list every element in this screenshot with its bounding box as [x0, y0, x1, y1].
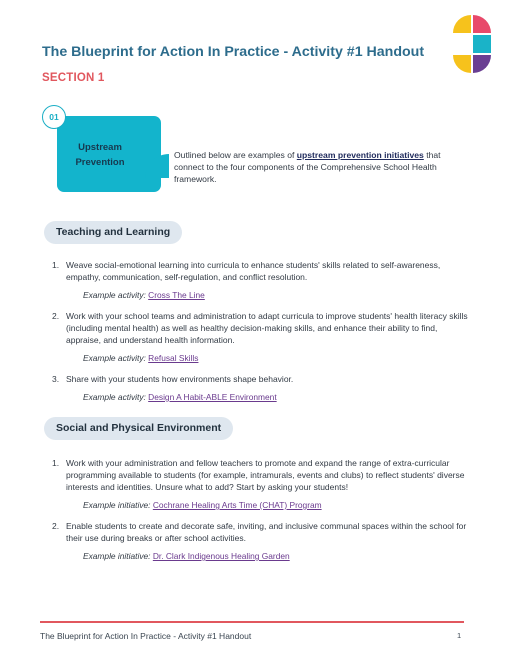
list-item-number: 1.: [52, 458, 60, 468]
upstream-prevention-link[interactable]: upstream prevention initiatives: [296, 150, 424, 160]
footer-divider: [40, 621, 464, 623]
example-link-healing-garden[interactable]: Dr. Clark Indigenous Healing Garden: [152, 551, 290, 561]
section-label: SECTION 1: [42, 72, 105, 84]
example-link-cross-the-line[interactable]: Cross The Line: [148, 290, 205, 300]
example-link-habit-able-environment[interactable]: Design A Habit-ABLE Environment: [148, 392, 277, 402]
example-label: Example activity:: [83, 353, 146, 363]
example-line: [66, 499, 470, 511]
list-item-text: Work with your school teams and administration to adapt curricula to improve students' health literacy skills (including mental health) as well as healthy decision-making skills, and enhance their ability to find, appraise, and understand health information.: [66, 311, 468, 345]
page-number: 1: [457, 631, 462, 640]
quarter-circle-shape: [145, 154, 169, 178]
list-item: [40, 457, 470, 511]
brand-logo: [451, 13, 495, 75]
social-physical-list: [40, 457, 470, 562]
list-item: [40, 259, 470, 301]
intro-text-after: that connect to the four components of the Comprehensive School Health framework.: [174, 150, 441, 184]
intro-paragraph: [174, 149, 464, 185]
section-heading-teaching-learning: Teaching and Learning: [44, 221, 182, 244]
document-title: The Blueprint for Action In Practice - Activity #1 Handout: [42, 44, 425, 60]
example-link-refusal-skills[interactable]: Refusal Skills: [148, 353, 199, 363]
intro-text-before: Outlined below are examples of: [174, 150, 297, 160]
list-item-number: 2.: [52, 521, 60, 531]
example-label: Example initiative:: [83, 551, 151, 561]
example-label: Example initiative:: [83, 500, 151, 510]
logo-yellow-bottom-shape: [453, 55, 471, 73]
step-title: Upstream Prevention: [75, 142, 125, 168]
logo-yellow-shape: [453, 15, 471, 33]
list-item-text: Work with your administration and fellow teachers to promote and expand the range of extra-curricular programming available to students (for example, intramurals, events and clubs) to reflect students' diverse interests and identities. Unsure what to add? Start by asking your students!: [66, 458, 465, 492]
logo-pink-shape: [473, 15, 491, 33]
footer-text: The Blueprint for Action In Practice - Activity #1 Handout: [40, 631, 252, 641]
list-item-number: 3.: [52, 374, 60, 384]
list-item-text: Enable students to create and decorate safe, inviting, and inclusive communal spaces within the school for their use during breaks or after school activities.: [66, 521, 467, 543]
example-label: Example activity:: [83, 290, 146, 300]
teaching-learning-list: [40, 259, 470, 403]
list-item: [40, 310, 470, 364]
example-label: Example activity:: [83, 392, 146, 402]
example-line: [66, 391, 470, 403]
list-item-text: Share with your students how environments shape behavior.: [66, 374, 294, 384]
example-line: [66, 352, 470, 364]
list-item: [40, 520, 470, 562]
logo-purple-shape: [473, 55, 491, 73]
example-link-chat-program[interactable]: Cochrane Healing Arts Time (CHAT) Program: [152, 500, 322, 510]
list-item-number: 2.: [52, 311, 60, 321]
list-item-number: 1.: [52, 260, 60, 270]
list-item-text: Weave social-emotional learning into curricula to enhance students' skills related to self-awareness, empathy, communication, self-regulation, and conflict resolution.: [66, 260, 441, 282]
step-number-badge: 01: [42, 105, 66, 129]
example-line: [66, 289, 470, 301]
example-line: [66, 550, 470, 562]
section-heading-social-physical-environment: Social and Physical Environment: [44, 417, 233, 440]
list-item: [40, 373, 470, 403]
